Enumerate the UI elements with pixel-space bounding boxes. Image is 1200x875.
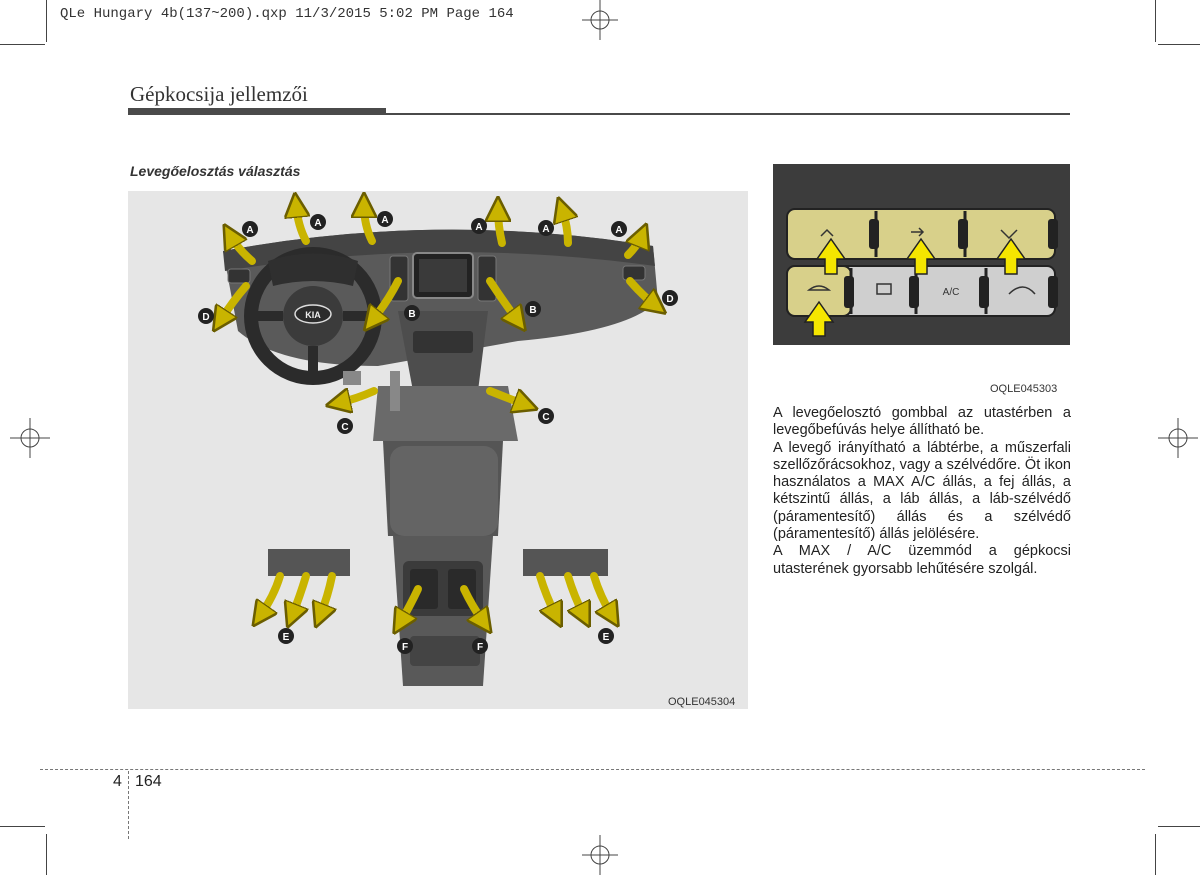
climate-button-panel — [773, 164, 1070, 345]
callout-a-2 — [310, 214, 326, 230]
steering-logo: KIA — [305, 310, 321, 320]
page-number: 164 — [135, 773, 162, 790]
body-paragraph-3: A MAX / A/C üzemmód a gépkocsi utasterének gyorsabb lehűtésére szolgál. — [773, 543, 1071, 577]
callout-b-2 — [525, 301, 541, 317]
figure-code-left: OQLE045304 — [668, 696, 736, 708]
svg-text:A: A — [246, 225, 254, 236]
registration-mark-top — [580, 0, 620, 40]
callout-a-1 — [242, 221, 258, 237]
print-header: QLe Hungary 4b(137~200).qxp 11/3/2015 5:02 PM Page 164 — [60, 6, 514, 22]
registration-mark-right — [1158, 418, 1198, 458]
ac-button-label: A/C — [942, 287, 960, 298]
callout-b-1 — [404, 305, 420, 321]
figure-code-right: OQLE045303 — [990, 383, 1058, 395]
callout-d-1 — [198, 308, 214, 324]
svg-text:A: A — [314, 218, 322, 229]
registration-mark-bottom — [580, 835, 620, 875]
callout-e-2 — [598, 628, 614, 644]
callout-c-1 — [337, 418, 353, 434]
callout-a-5 — [538, 220, 554, 236]
svg-text:F: F — [401, 642, 409, 653]
svg-text:A: A — [615, 225, 623, 236]
svg-text:D: D — [666, 294, 674, 305]
header-rule-thick — [128, 108, 386, 115]
body-paragraph-1: A levegőelosztó gombbal az utastérben a levegőbefúvás helye állítható be. — [773, 405, 1071, 439]
svg-text:B: B — [408, 309, 416, 320]
callout-c-2 — [538, 408, 554, 424]
svg-text:E: E — [282, 632, 290, 643]
svg-text:B: B — [529, 305, 537, 316]
svg-text:C: C — [542, 412, 550, 423]
callout-e-1 — [278, 628, 294, 644]
footer-rule — [40, 769, 1145, 770]
callout-a-3 — [377, 211, 393, 227]
callout-d-2 — [662, 290, 678, 306]
callout-a-6 — [611, 221, 627, 237]
dashboard-drawing — [128, 191, 748, 709]
svg-text:C: C — [341, 422, 349, 433]
svg-text:F: F — [476, 642, 484, 653]
svg-text:E: E — [602, 632, 610, 643]
body-paragraph-2: A levegő irányítható a lábtérbe, a műszerfali szellőzőrácsokhoz, vagy a szélvédőre. Öt ikon használatos a MAX A/C állás, a fej állás, a kétszintű állás, a láb állás, a láb-szélvédő (páramentesítő) állás és a szélvédő (páramentesítő) állás jelölésére. — [773, 439, 1071, 543]
button-panel-drawing — [773, 164, 1070, 345]
subsection-title: Levegőelosztás választás — [130, 163, 301, 179]
svg-text:A: A — [475, 222, 483, 233]
chapter-number: 4 — [113, 773, 122, 790]
header-rule-thin — [386, 113, 1070, 115]
svg-text:D: D — [202, 312, 210, 323]
airflow-illustration — [128, 191, 748, 709]
callout-f-1 — [397, 638, 413, 654]
section-title: Gépkocsija jellemzői — [130, 82, 308, 106]
svg-text:A: A — [542, 224, 550, 235]
callout-a-4 — [471, 218, 487, 234]
registration-mark-left — [10, 418, 50, 458]
footer-divider — [128, 771, 129, 839]
body-text — [773, 405, 1071, 578]
svg-text:A: A — [381, 215, 389, 226]
callout-f-2 — [472, 638, 488, 654]
